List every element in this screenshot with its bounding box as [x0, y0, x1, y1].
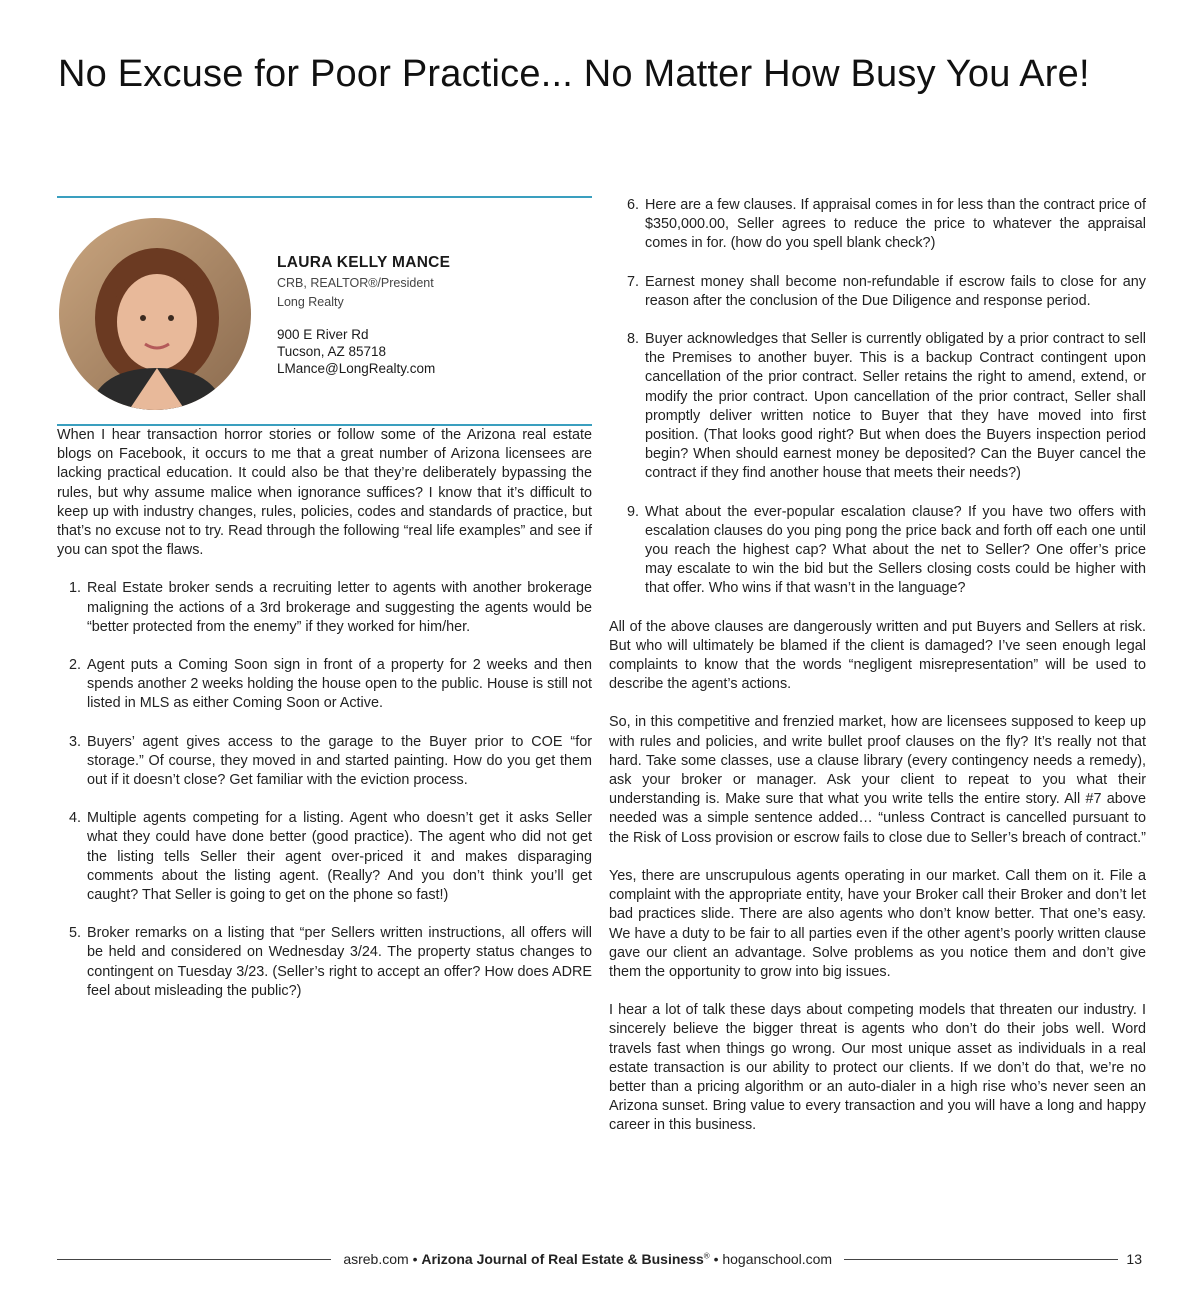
registered-mark: ®	[703, 1251, 710, 1261]
list-item: 9. What about the ever-popular escalation clause? If you have two offers with escalation clauses do you ping pong the price back and forth off each one until you reach the highest cap? What about the net to Seller? One offer’s price may escalate to win the bid but the Sellers closing costs could be higher with that offer. Who wins if that wasn’t in the language?	[626, 503, 1146, 597]
footer-link-asreb[interactable]: asreb.com	[343, 1251, 409, 1267]
body-paragraph: Yes, there are unscrupulous agents operating in our market. Call them on it. File a complaint with the appropriate entity, have your Broker call their Broker and don’t let bad practices slide. There are also agents who don’t know better. That one’s easy. We have a duty to be fair to all parties even if the other agent’s poorly written clause gave our client an advantage. Solve problems as you notice them and don’t give them the opportunity to grow into big issues.	[609, 867, 1146, 980]
list-item: 1. Real Estate broker sends a recruiting letter to agents with another brokerage maligning the actions of a 3rd brokerage and suggesting the agents would be “better protected from the enemy” if they worked for him/her.	[68, 580, 592, 635]
author-role: CRB, REALTOR®/President	[277, 276, 434, 290]
list-item: 2. Agent puts a Coming Soon sign in front of a property for 2 weeks and then spends another 2 weeks holding the house open to the public. House is still not listed in MLS as either Coming Soon or Active.	[68, 657, 592, 712]
list-item: 4. Multiple agents competing for a listing. Agent who doesn’t get it asks Seller what they could have done better (good practice). The agent who did not get the listing tells Seller their agent over-priced it and makes disparaging comments about the listing agent. (Really? And you don’t think you’ll get caught? That Seller is going to get on the phone so fast!)	[68, 810, 592, 904]
intro-paragraph: When I hear transaction horror stories or follow some of the Arizona real estate blogs on Facebook, it occurs to me that a great number of Arizona licensees are lacking practical education. It could also be that they’re deliberately bypassing the rules, but why assume malice when ignorance suffices? I know that it’s difficult to keep up with industry changes, rules, policies, codes and standards of practice, but that’s no excuse not to try. Read through the following “real life examples” and see if you can spot the flaws.	[57, 427, 592, 559]
footer-separator: •	[412, 1251, 418, 1267]
list-item: 7. Earnest money shall become non-refundable if escrow fails to close for any reason after the conclusion of the Due Diligence and response period.	[626, 273, 1146, 309]
body-paragraph: All of the above clauses are dangerously written and put Buyers and Sellers at risk. But who will ultimately be blamed if the client is damaged? I’ve seen enough legal complaints to know that the words “negligent misrepresentation” will be used to describe the agent’s actions.	[609, 618, 1146, 693]
left-column	[57, 196, 592, 1020]
footer-separator: •	[713, 1251, 719, 1267]
right-column	[609, 196, 1146, 1155]
footer-rule-right	[844, 1259, 1118, 1260]
author-name: LAURA KELLY MANCE	[277, 254, 451, 271]
body-paragraph: I hear a lot of talk these days about competing models that threaten our industry. I sincerely believe the bigger threat is agents who don’t do their jobs well. Word travels fast when things go wrong. Our most unique asset as individuals in a real estate transaction is our ability to protect our clients. If we don’t do that, we’re no better than a pricing algorithm or an auto-dialer in a high rise who’s never seen an Arizona sunset. Bring value to every transaction and you will have a long and happy career in this business.	[609, 1002, 1146, 1134]
author-info	[277, 254, 577, 377]
author-address	[277, 326, 577, 377]
author-box	[57, 198, 592, 424]
right-examples-list	[609, 196, 1146, 599]
list-item: 3. Buyers’ agent gives access to the garage to the Buyer prior to COE “for storage.” Of course, they moved in and started painting. How do you get them out if it doesn’t close? Get familiar with the eviction process.	[68, 733, 592, 789]
address-line-1: 900 E River Rd	[277, 327, 369, 342]
author-company: Long Realty	[277, 295, 344, 309]
footer-credits	[331, 1251, 844, 1267]
list-item: 5. Broker remarks on a listing that “per Sellers written instructions, all offers will be held and considered on Wednesday 3/24. The property status changes to contingent on Tuesday 3/23. (Seller’s right to accept an offer? How does ADRE feel about misleading the public?)	[68, 925, 592, 999]
page-title: No Excuse for Poor Practice... No Matter How Busy You Are!	[58, 53, 1090, 95]
footer-link-hogan[interactable]: hoganschool.com	[722, 1251, 833, 1267]
page-footer	[57, 1248, 1142, 1270]
footer-journal: Arizona Journal of Real Estate & Business	[421, 1251, 704, 1267]
left-examples-list	[57, 579, 592, 1001]
author-portrait	[59, 218, 251, 410]
author-photo-icon	[59, 218, 251, 410]
list-item: 8. Buyer acknowledges that Seller is currently obligated by a prior contract to sell the Premises to another buyer. This is a backup Contract contingent upon cancellation of the prior contract. Seller retains the right to amend, extend, or modify the prior contract. Upon cancellation of the prior contract, Seller shall promptly deliver written notice to Buyer that they have moved into first position. (That looks good right? But when does the Buyers inspection period begin? When should earnest money be deposited? Can the Buyer cancel the contract if they find another house that meets their needs?)	[626, 331, 1146, 482]
body-paragraph: So, in this competitive and frenzied market, how are licensees supposed to keep up with rules and policies, and write bullet proof clauses on the fly? It’s really not that hard. Take some classes, use a clause library (every contingency needs a remedy), ask your broker or manager. Ask your client to repeat to you what their understanding is. Make sure that what you write tells the entire story. All #7 above needed was a simple sentence added… “unless Contract is cancelled pursuant to the Risk of Loss provision or escrow fails to close due to Seller’s breach of contract.”	[609, 714, 1146, 846]
list-item: 6. Here are a few clauses. If appraisal comes in for less than the contract price of $350,000.00, Seller agrees to reduce the price to whatever the appraisal comes in for. (how do you spell blank check?)	[626, 197, 1146, 252]
author-email[interactable]: LMance@LongRealty.com	[277, 361, 436, 376]
page-number: 13	[1126, 1251, 1142, 1267]
address-line-2: Tucson, AZ 85718	[277, 344, 387, 359]
footer-rule-left	[57, 1259, 331, 1260]
